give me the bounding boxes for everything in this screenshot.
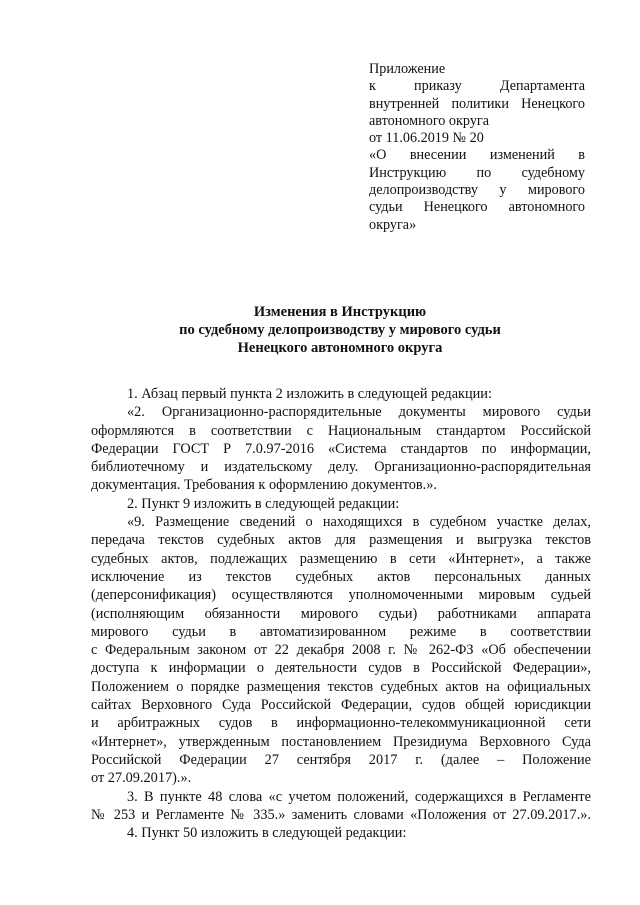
paragraph-line: и арбитражных судов в информационно-телекоммуникационной сети bbox=[91, 715, 591, 732]
paragraph-line: (исполняющим обязанности мирового судьи) работниками аппарата bbox=[91, 605, 591, 622]
paragraph-line: 1. Абзац первый пункта 2 изложить в следующей редакции: bbox=[127, 386, 492, 402]
appendix-line: Приложение bbox=[369, 61, 446, 77]
appendix-line: к приказу Департамента bbox=[369, 78, 585, 95]
paragraph-line: от 27.09.2017).». bbox=[91, 770, 192, 787]
paragraph-line: 3. В пункте 48 слова «с учетом положений, содержащихся в Регламенте bbox=[127, 788, 591, 805]
paragraph-line: с Федеральным законом от 22 декабря 2008 г. № 262-ФЗ «Об обеспечении bbox=[91, 642, 591, 659]
appendix-line: внутренней политики Ненецкого bbox=[369, 95, 585, 112]
appendix-line: автономного округа bbox=[369, 112, 490, 129]
appendix-line: Инструкцию по судебному bbox=[369, 164, 585, 181]
paragraph-line: Положением о порядке размещения текстов судебных актов на официальных bbox=[91, 678, 591, 695]
paragraph-line: «2. Организационно-распорядительные документы мирового судьи bbox=[127, 404, 591, 421]
paragraph-line: (деперсонификация) осуществляются уполномоченными мировым судьей bbox=[91, 587, 591, 604]
paragraph-line: «Интернет», утвержденным постановлением Президиума Верховного Суда bbox=[91, 733, 591, 750]
paragraph-line: № 253 и Регламенте № 335.» заменить словами «Положения от 27.09.2017.». bbox=[91, 806, 591, 823]
paragraph-line: 2. Пункт 9 изложить в следующей редакции: bbox=[127, 495, 400, 512]
paragraph-line: документация. Требования к оформлению документов.». bbox=[91, 477, 437, 494]
title-line: Ненецкого автономного округа bbox=[237, 340, 443, 356]
title-line: по судебному делопроизводству у мирового судьи bbox=[179, 322, 501, 338]
paragraph-line: сайтах Верховного Суда Российской Федерации, судов общей юрисдикции bbox=[91, 697, 591, 714]
document-title bbox=[90, 303, 590, 357]
paragraph-line: мирового судьи в автоматизированном режиме в соответствии bbox=[91, 623, 591, 640]
paragraph-line: Российской Федерации 27 сентября 2017 г. (далее – Положение bbox=[91, 751, 591, 768]
appendix-line: «О внесении изменений в bbox=[369, 147, 585, 164]
paragraph-line: «9. Размещение сведений о находящихся в судебном участке делах, bbox=[127, 514, 591, 531]
paragraph-line: оформляются в соответствии с Национальным стандартом Российской bbox=[91, 422, 591, 439]
paragraph-line: передача текстов судебных актов для размещения и выгрузка текстов bbox=[91, 532, 591, 549]
paragraph-line: библиотечному и издательскому делу. Организационно-распорядительная bbox=[91, 459, 591, 476]
paragraph-line: судебных актов, подлежащих размещению в сети «Интернет», а также bbox=[91, 550, 591, 567]
document-body bbox=[91, 385, 591, 842]
paragraph-line: исключение из текстов судебных актов персональных данных bbox=[91, 568, 591, 585]
appendix-line: округа» bbox=[369, 216, 417, 233]
title-line: Изменения в Инструкцию bbox=[253, 304, 427, 320]
appendix-line: делопроизводству у мирового bbox=[369, 182, 585, 199]
paragraph-line: 4. Пункт 50 изложить в следующей редакции: bbox=[127, 825, 407, 842]
appendix-line: судьи Ненецкого автономного bbox=[369, 199, 585, 216]
paragraph-line: Федерации ГОСТ Р 7.0.97-2016 «Система стандартов по информации, bbox=[91, 440, 591, 457]
appendix-line: от 11.06.2019 № 20 bbox=[369, 130, 484, 147]
appendix-block bbox=[369, 61, 585, 234]
paragraph-line: доступа к информации о деятельности судов в Российской Федерации», bbox=[91, 660, 591, 677]
